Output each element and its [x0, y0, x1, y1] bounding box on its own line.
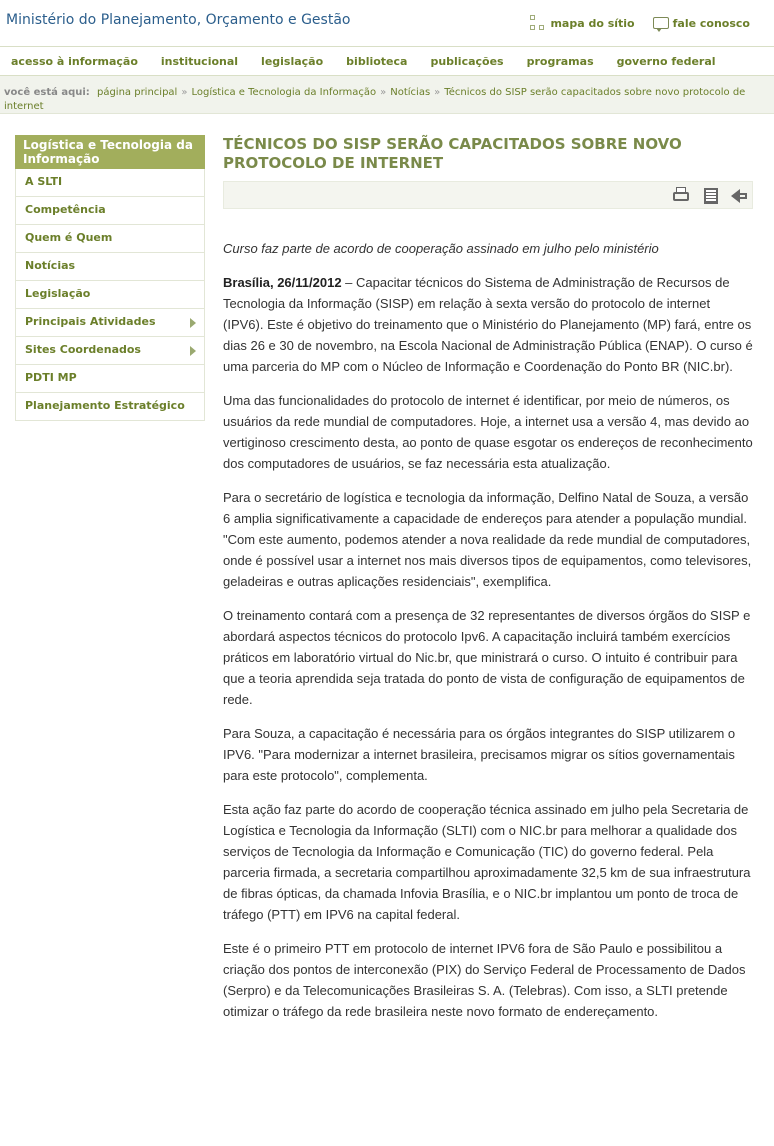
article-lead: Curso faz parte de acordo de cooperação assinado em julho pelo ministério: [223, 241, 659, 256]
article-toolbar: [223, 181, 753, 209]
sidebar-item-label: Principais Atividades: [25, 315, 156, 328]
sitemap-link[interactable]: [530, 15, 634, 31]
chevron-right-icon: [190, 318, 196, 328]
nav-item-acesso-informacao[interactable]: acesso à informação: [11, 54, 138, 68]
print-icon[interactable]: [672, 187, 690, 205]
sidebar-item-sites-coordenados[interactable]: [15, 337, 205, 365]
breadcrumb-lead: você está aqui:: [4, 87, 90, 98]
sitemap-label: mapa do sítio: [550, 16, 635, 30]
sidebar: [15, 135, 205, 421]
site-header: [0, 0, 774, 46]
back-icon[interactable]: [730, 187, 748, 205]
sidebar-item-label: Sites Coordenados: [25, 343, 141, 356]
breadcrumb-current: Técnicos do SISP serão capacitados sobre novo protocolo de internet: [4, 87, 746, 112]
sitemap-icon: [530, 15, 546, 31]
article-paragraph-text: – Capacitar técnicos do Sistema de Administração de Recursos de Tecnologia da Informação (SISP) em relação à sexta versão do protocolo de internet (IPV6). Este é objetivo do treinamento que o Ministério do Planejamento (MP) fará, entre os dias 26 e 30 de novembro, na Escola Nacional de Administração Pública (ENAP). O curso é uma parceria do MP com o Núcleo de Informação e Coordenação do Ponto BR (NIC.br).: [223, 275, 753, 374]
sidebar-item-legislacao[interactable]: [15, 281, 205, 309]
sidebar-item-label: Legislação: [25, 287, 91, 300]
contact-label: fale conosco: [672, 16, 750, 30]
article-paragraph: Uma das funcionalidades do protocolo de internet é identificar, por meio de números, os usuários da rede mundial de computadores. Hoje, a internet usa a versão 4, mas devido ao vertiginoso crescimento desta, ao ponto de quase esgotar os endereços de reconhecimento dos computadores de usuários, se faz necessária esta atualização.: [223, 393, 753, 471]
main-nav: [0, 46, 774, 76]
sidebar-item-label: A SLTI: [25, 175, 63, 188]
sidebar-title: Logística e Tecnologia da Informação: [15, 135, 205, 169]
nav-item-governo-federal[interactable]: governo federal: [616, 54, 716, 68]
chevron-right-icon: [190, 346, 196, 356]
top-links: [530, 15, 750, 31]
article-paragraph: O treinamento contará com a presença de 32 representantes de diversos órgãos do SISP e abordará aspectos técnicos do protocolo Ipv6. A capacitação incluirá também exercícios práticos em laboratório virtual do Nic.br, que ministrará o curso. O intuito é contribuir para que a teoria aprendida seja tratada do ponto de vista de configuração de equipamentos de rede.: [223, 608, 751, 707]
nav-item-publicacoes[interactable]: publicações: [430, 54, 504, 68]
nav-item-institucional[interactable]: institucional: [160, 54, 239, 68]
sidebar-item-quem-e-quem[interactable]: [15, 225, 205, 253]
article: [223, 135, 753, 1022]
nav-item-programas[interactable]: programas: [526, 54, 594, 68]
nav-item-biblioteca[interactable]: biblioteca: [346, 54, 408, 68]
sidebar-item-pdti-mp[interactable]: [15, 365, 205, 393]
breadcrumb-home[interactable]: página principal: [96, 87, 178, 98]
sidebar-item-planejamento-estrategico[interactable]: [15, 393, 205, 421]
sidebar-item-noticias[interactable]: [15, 253, 205, 281]
sidebar-item-principais-atividades[interactable]: [15, 309, 205, 337]
breadcrumb: [0, 76, 774, 114]
sidebar-item-label: Notícias: [25, 259, 76, 272]
breadcrumb-separator: »: [434, 87, 441, 98]
site-title[interactable]: Ministério do Planejamento, Orçamento e Gestão: [6, 12, 351, 28]
text-icon[interactable]: [702, 187, 720, 205]
sidebar-item-label: Quem é Quem: [25, 231, 113, 244]
nav-item-legislacao[interactable]: legislação: [261, 54, 324, 68]
article-dateline: Brasília, 26/11/2012: [223, 275, 342, 290]
sidebar-item-label: PDTI MP: [25, 371, 77, 384]
sidebar-item-a-slti[interactable]: [15, 169, 205, 197]
breadcrumb-logistica[interactable]: Logística e Tecnologia da Informação: [191, 87, 377, 98]
article-paragraph: Este é o primeiro PTT em protocolo de internet IPV6 fora de São Paulo e possibilitou a criação dos pontos de interconexão (PIX) do Serviço Federal de Processamento de Dados (Serpro) e da Telecomunicações Brasileiras S. A. (Telebras). Com isso, a SLTI pretende otimizar o tráfego da rede brasileira neste novo formato de endereçamento.: [223, 941, 746, 1019]
sidebar-item-label: Competência: [25, 203, 106, 216]
contact-link[interactable]: [653, 15, 750, 31]
speech-bubble-icon: [653, 17, 669, 29]
article-paragraph: Para Souza, a capacitação é necessária para os órgãos integrantes do SISP utilizarem o IPV6. "Para modernizar a internet brasileira, precisamos migrar os sítios governamentais para este protocolo", complementa.: [223, 726, 736, 783]
sidebar-item-competencia[interactable]: [15, 197, 205, 225]
breadcrumb-noticias[interactable]: Notícias: [390, 87, 431, 98]
breadcrumb-separator: »: [181, 87, 188, 98]
article-paragraph: [223, 272, 753, 377]
breadcrumb-separator: »: [380, 87, 387, 98]
sidebar-item-label: Planejamento Estratégico: [25, 399, 185, 412]
article-paragraph: Para o secretário de logística e tecnologia da informação, Delfino Natal de Souza, a versão 6 amplia significativamente a capacidade de endereços para atender a população mundial. "Com este aumento, podemos atender a nova realidade da rede mundial de computadores, onde é possível usar a internet nos mais diversos tipos de equipamentos, como televisores, geladeiras e outras aplicações residenciais", exemplifica.: [223, 490, 752, 589]
article-paragraph: Esta ação faz parte do acordo de cooperação técnica assinado em julho pela Secretaria de Logística e Tecnologia da Informação (SLTI) com o NIC.br para melhorar a qualidade dos serviços de Tecnologia da Informação e Comunicação (TIC) do governo federal. Pela parceria firmada, a secretaria compartilhou aproximadamente 32,5 km de sua infraestrutura de fibras ópticas, da chamada Infovia Brasília, e o NIC.br implantou um ponto de troca de tráfego (PTT) em IPV6 na capital federal.: [223, 802, 751, 922]
article-headline: TÉCNICOS DO SISP SERÃO CAPACITADOS SOBRE NOVO PROTOCOLO DE INTERNET: [223, 135, 682, 172]
